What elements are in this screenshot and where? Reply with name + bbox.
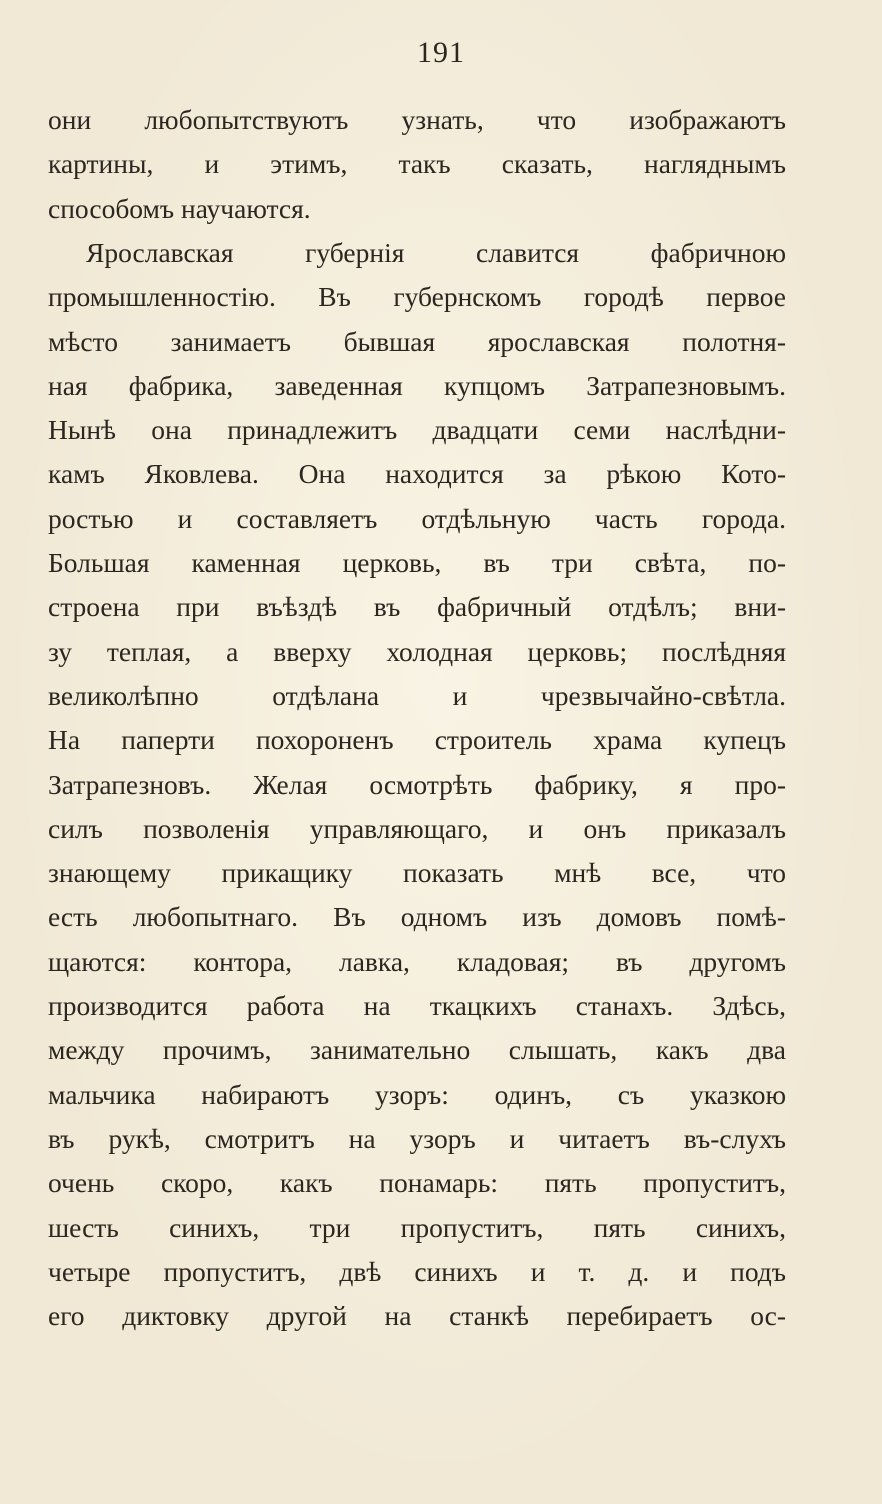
text-line: На паперти похороненъ строитель храма купецъ xyxy=(48,724,786,756)
text-line: ростью и составляетъ отдѣльную часть города. xyxy=(48,502,786,534)
text-line: щаются: контора, лавка, кладовая; въ другомъ xyxy=(48,945,786,977)
text-line: четыре пропуститъ, двѣ синихъ и т. д. и подъ xyxy=(48,1255,786,1287)
text-line: Большая каменная церковь, въ три свѣта, по- xyxy=(48,547,786,578)
text-line: очень скоро, какъ понамарь: пять пропуститъ, xyxy=(48,1167,786,1199)
text-line: они любопытствуютъ узнать, что изображаютъ xyxy=(48,104,786,135)
text-line: есть любопытнаго. Въ одномъ изъ домовъ помѣ- xyxy=(48,901,786,933)
text-line: мѣсто занимаетъ бывшая ярославская полотня- xyxy=(48,325,786,357)
text-line: производится работа на ткацкихъ станахъ. Здѣсь, xyxy=(48,990,786,1021)
text-line: въ рукѣ, смотритъ на узоръ и читаетъ въ-слухъ xyxy=(48,1122,786,1154)
text-line: ная фабрика, заведенная купцомъ Затрапезновымъ. xyxy=(48,369,786,401)
text-line: мальчика набираютъ узоръ: одинъ, съ указкою xyxy=(48,1078,786,1110)
text-line: способомъ научаются. xyxy=(48,192,311,224)
text-line: шесть синихъ, три пропуститъ, пять синихъ, xyxy=(48,1211,786,1243)
page-number: 191 xyxy=(417,36,465,69)
text-line: его диктовку другой на станкѣ перебираетъ ос- xyxy=(48,1300,786,1332)
text-line: строена при въѣздѣ въ фабричный отдѣлъ; вни- xyxy=(48,591,786,623)
text-line: картины, и этимъ, такъ сказать, нагляднымъ xyxy=(48,148,786,180)
text-line: силъ позволенія управляющаго, и онъ приказалъ xyxy=(48,812,786,844)
text-line: Затрапезновъ. Желая осмотрѣть фабрику, я про- xyxy=(48,768,786,800)
text-line: зу теплая, а вверху холодная церковь; послѣдняя xyxy=(48,635,786,667)
text-line: промышленностію. Въ губернскомъ городѣ первое xyxy=(48,281,786,313)
text-line: между прочимъ, занимательно слышать, какъ два xyxy=(48,1034,786,1066)
text-line: знающему прикащику показать мнѣ все, что xyxy=(48,857,786,889)
text-line: камъ Яковлева. Она находится за рѣкою Кото- xyxy=(48,458,786,490)
text-line: великолѣпно отдѣлана и чрезвычайно-свѣтла. xyxy=(48,679,786,711)
text-line: Ярославская губернія славится фабричною xyxy=(86,236,786,268)
text-line: Нынѣ она принадлежитъ двадцати семи наслѣдни- xyxy=(48,414,786,446)
